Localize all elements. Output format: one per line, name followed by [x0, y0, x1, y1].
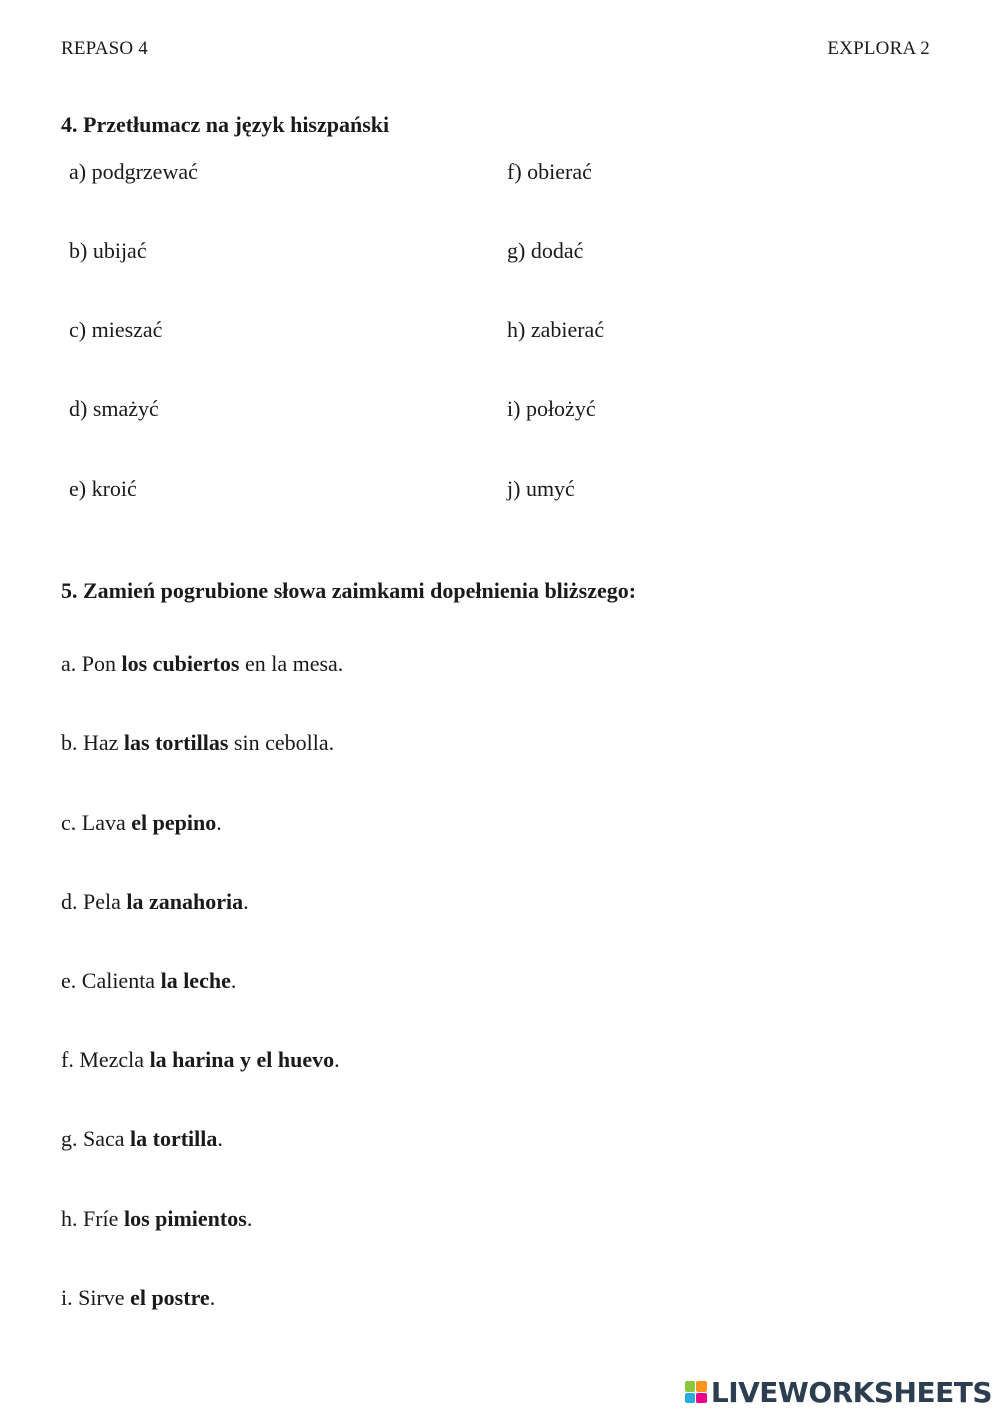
- logo-square: [696, 1381, 707, 1392]
- sentence-bold: el pepino: [131, 810, 217, 835]
- sentence: [61, 1285, 215, 1311]
- sentence-pre: g. Saca: [61, 1126, 131, 1151]
- sentence: [61, 730, 334, 756]
- liveworksheets-logo-icon: [685, 1381, 707, 1403]
- sentence-post: en la mesa.: [239, 651, 344, 676]
- sentence: [61, 651, 343, 677]
- sentence-bold: la leche: [160, 968, 231, 993]
- section-4-item: e) kroić: [69, 476, 137, 501]
- sentence: [61, 889, 249, 915]
- sentence-pre: i. Sirve: [61, 1285, 131, 1310]
- sentence-post: .: [230, 968, 237, 993]
- sentence: [61, 968, 236, 994]
- sentence: [61, 1126, 223, 1152]
- sentence-post: .: [217, 1126, 223, 1151]
- sentence-post: .: [209, 1285, 216, 1310]
- section-4-item: h) zabierać: [507, 317, 605, 342]
- logo-square: [685, 1393, 696, 1404]
- sentence-bold: los cubiertos: [121, 651, 240, 676]
- section-4-item: g) dodać: [507, 238, 584, 263]
- sentence-post: sin cebolla.: [228, 730, 335, 755]
- sentence-post: .: [334, 1047, 340, 1072]
- sentence-pre: a. Pon: [61, 651, 122, 676]
- logo-square: [685, 1381, 696, 1392]
- section-4-title: 4. Przetłumacz na język hiszpański: [61, 112, 390, 137]
- sentence-pre: c. Lava: [61, 810, 132, 835]
- header-left: REPASO 4: [61, 38, 148, 59]
- sentence-bold: los pimientos: [123, 1206, 247, 1231]
- liveworksheets-logo[interactable]: [685, 1377, 992, 1407]
- section-4-item: c) mieszać: [69, 317, 163, 342]
- sentence: [61, 1047, 340, 1073]
- section-4-item: f) obierać: [507, 159, 592, 184]
- section-4-item: b) ubijać: [69, 238, 147, 263]
- logo-text: LIVEWORKSHEETS: [710, 1375, 992, 1409]
- header-right: EXPLORA 2: [827, 38, 930, 59]
- section-4-item: j) umyć: [507, 476, 575, 501]
- sentence-pre: b. Haz: [61, 730, 124, 755]
- sentence-pre: d. Pela: [61, 889, 127, 914]
- sentence-pre: f. Mezcla: [61, 1047, 150, 1072]
- sentence-bold: la tortilla: [130, 1126, 218, 1151]
- sentence: [61, 1206, 252, 1232]
- sentence-bold: el postre: [130, 1285, 210, 1310]
- section-4-item: i) położyć: [507, 396, 596, 421]
- sentence-bold: la harina y el huevo: [149, 1047, 335, 1072]
- sentence-post: .: [216, 810, 222, 835]
- sentence: [61, 810, 222, 836]
- sentence-bold: las tortillas: [123, 730, 229, 755]
- sentence-bold: la zanahoria: [126, 889, 244, 914]
- section-4-item: a) podgrzewać: [69, 159, 198, 184]
- sentence-pre: h. Fríe: [61, 1206, 124, 1231]
- sentence-pre: e. Calienta: [61, 968, 161, 993]
- logo-square: [696, 1393, 707, 1404]
- section-4-item: d) smażyć: [69, 396, 159, 421]
- sentence-post: .: [246, 1206, 253, 1231]
- section-5-title: 5. Zamień pogrubione słowa zaimkami dopełnienia bliższego:: [61, 578, 637, 603]
- sentence-post: .: [243, 889, 249, 914]
